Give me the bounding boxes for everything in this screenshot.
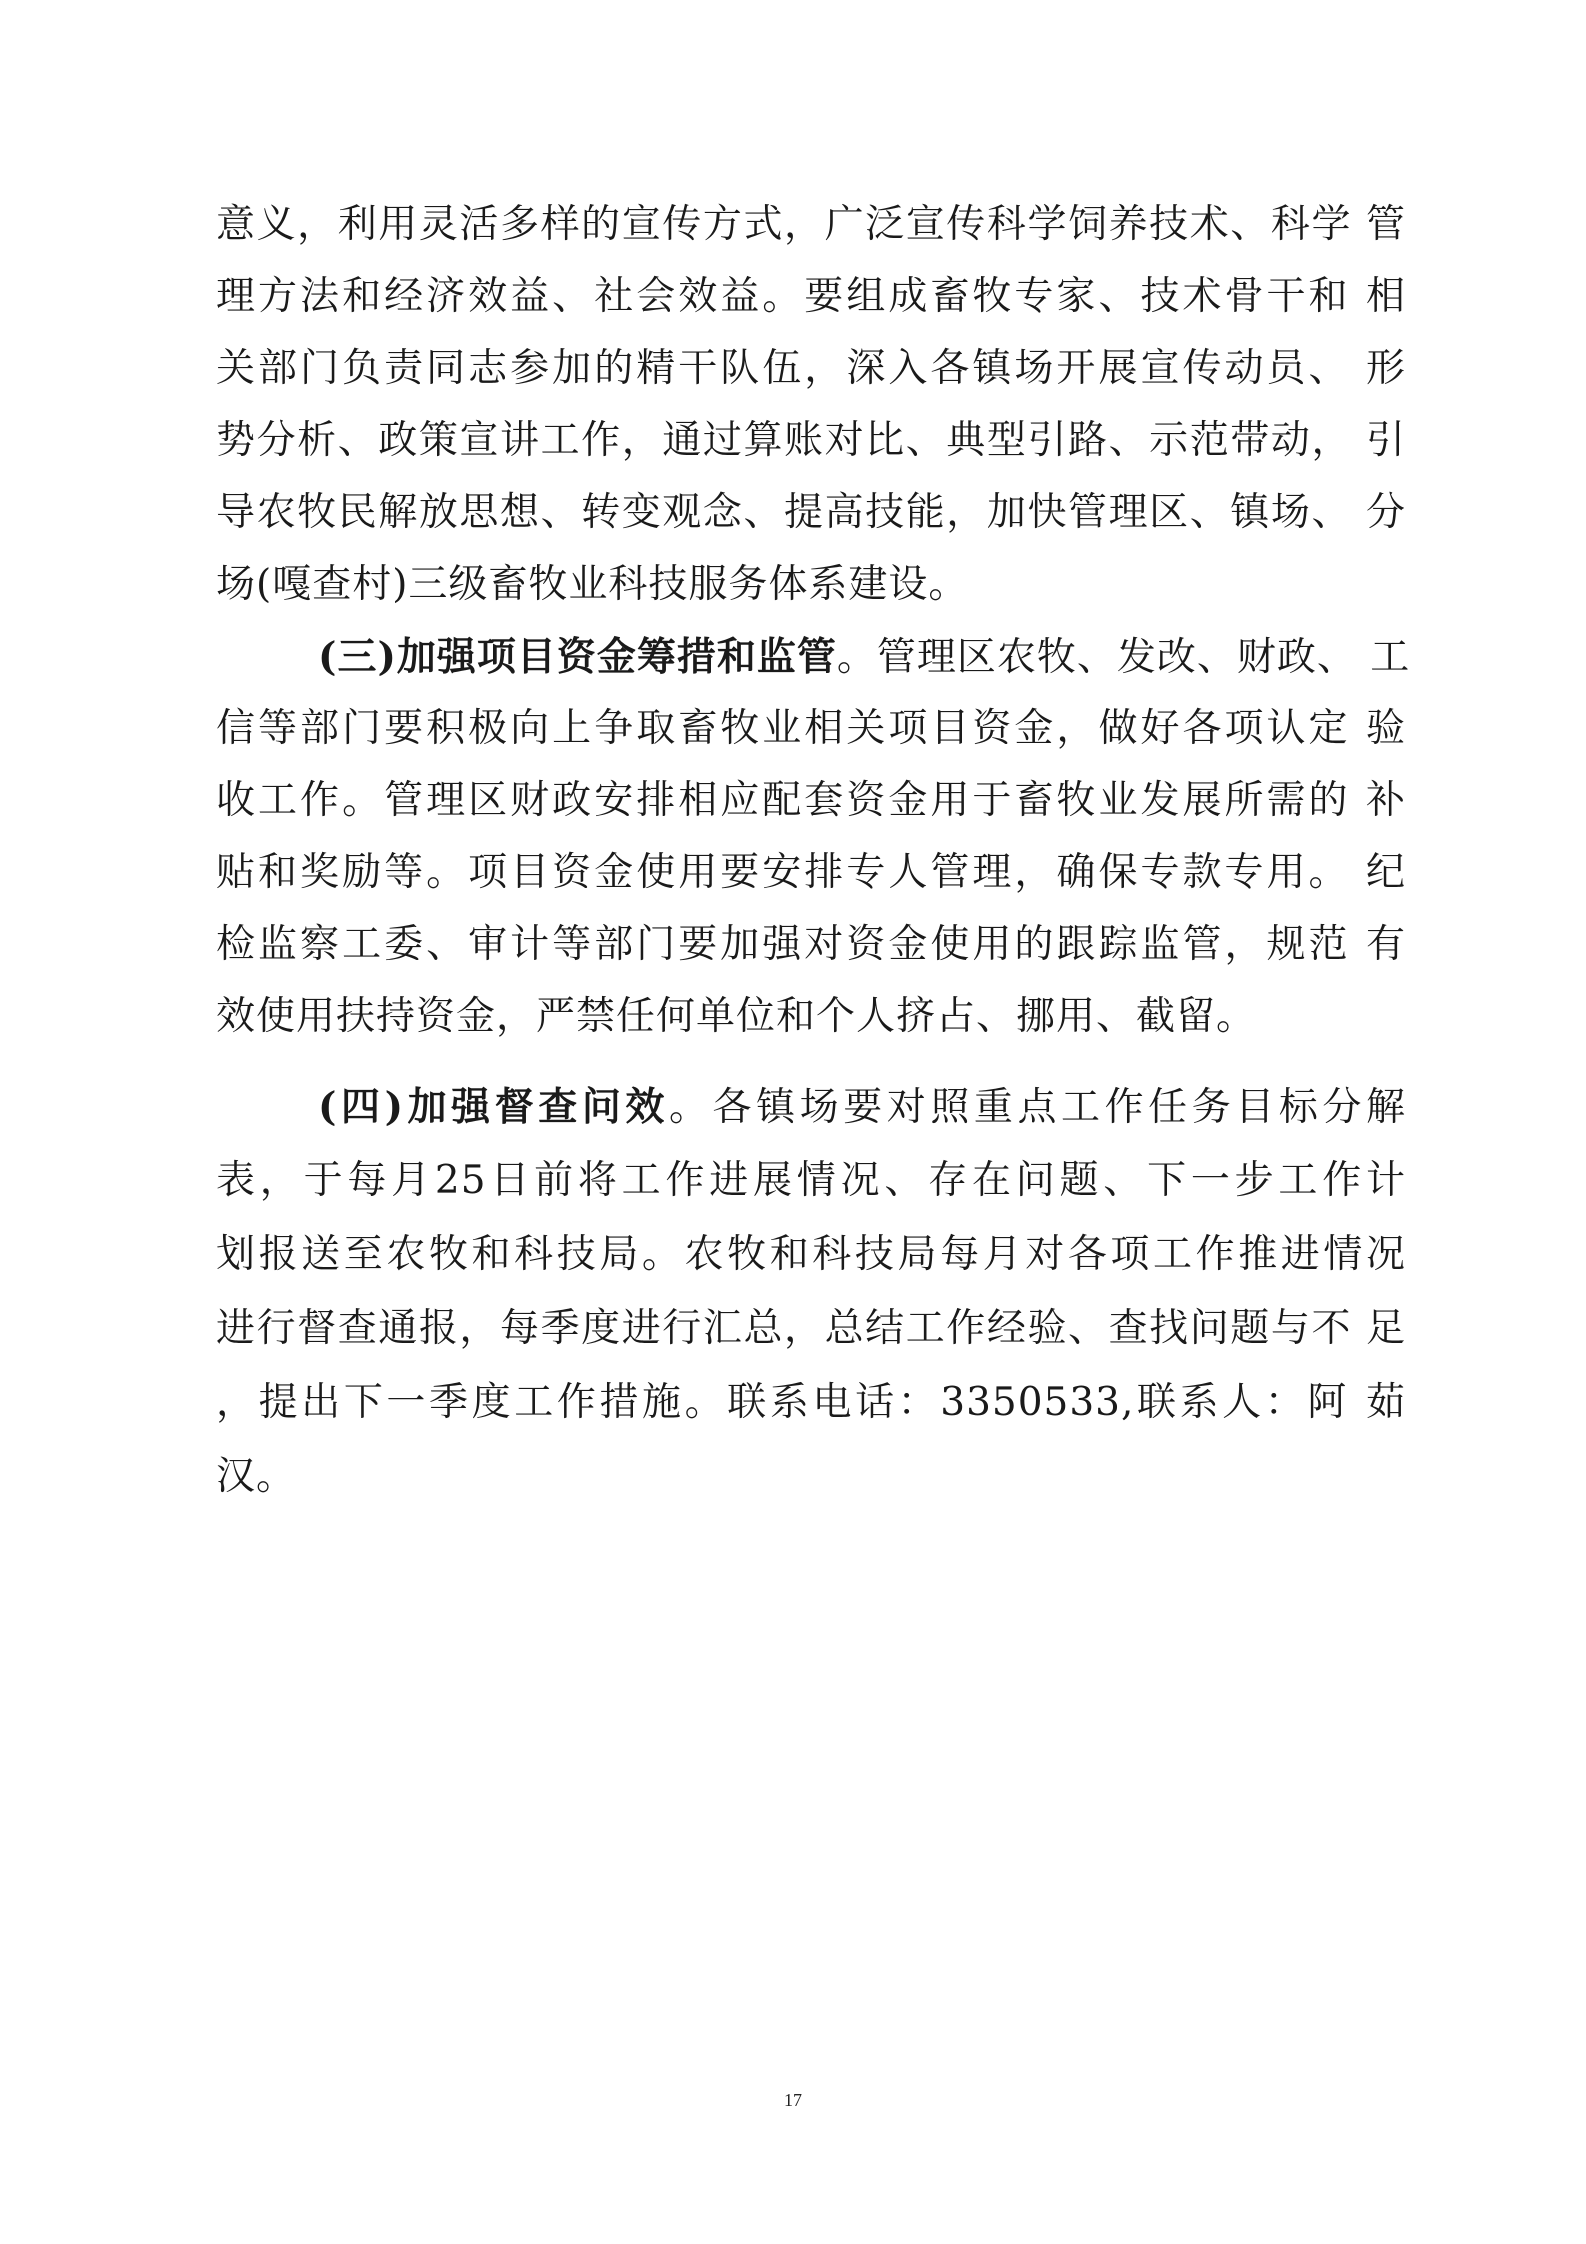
paragraph-3-line-3: 划报送至农牧和科技局。农牧和科技局每月对各项工作推进情况 xyxy=(216,1232,1406,1277)
paragraph-2-line-4: 贴和奖励等。项目资金使用要安排专人管理，确保专款专用。 纪 xyxy=(216,850,1406,895)
paragraph-3-line-5: ，提出下一季度工作措施。联系电话：3350533,联系人：阿 茹 xyxy=(216,1380,1406,1425)
paragraph-3-first-line-text: 。各镇场要对照重点工作任务目标分解 xyxy=(668,1085,1406,1130)
paragraph-2-first-line xyxy=(318,622,1411,692)
paragraph-1-line-1: 意义，利用灵活多样的宣传方式，广泛宣传科学饲养技术、科学 管 xyxy=(216,202,1406,247)
paragraph-1-line-5: 导农牧民解放思想、转变观念、提高技能，加快管理区、镇场、 分 xyxy=(216,490,1406,535)
paragraph-3-line-4: 进行督查通报，每季度进行汇总，总结工作经验、查找问题与不 足 xyxy=(216,1306,1406,1351)
paragraph-2-line-6: 效使用扶持资金，严禁任何单位和个人挤占、挪用、截留。 xyxy=(216,994,1257,1039)
paragraph-1-line-3: 关部门负责同志参加的精干队伍，深入各镇场开展宣传动员、 形 xyxy=(216,346,1406,391)
paragraph-3-first-line xyxy=(318,1072,1406,1142)
paragraph-2-first-line-text: 。管理区农牧、发改、财政、 工 xyxy=(836,635,1411,680)
paragraph-2-line-3: 收工作。管理区财政安排相应配套资金用于畜牧业发展所需的 补 xyxy=(216,778,1406,823)
section-heading-3: (三)加强项目资金筹措和监管 xyxy=(318,634,837,680)
paragraph-3-line-6: 汉。 xyxy=(216,1454,297,1499)
paragraph-1-line-2: 理方法和经济效益、社会效益。要组成畜牧专家、技术骨干和 相 xyxy=(216,274,1406,319)
section-heading-4: (四)加强督查问效 xyxy=(318,1084,669,1130)
paragraph-3-line-2: 表，于每月25日前将工作进展情况、存在问题、下一步工作计 xyxy=(216,1158,1406,1203)
paragraph-1-line-4: 势分析、政策宣讲工作，通过算账对比、典型引路、示范带动， 引 xyxy=(216,418,1406,463)
paragraph-2-line-5: 检监察工委、审计等部门要加强对资金使用的跟踪监管，规范 有 xyxy=(216,922,1406,967)
page-number: 17 xyxy=(784,2090,802,2110)
paragraph-2-line-2: 信等部门要积极向上争取畜牧业相关项目资金，做好各项认定 验 xyxy=(216,706,1406,751)
paragraph-1-line-6: 场(嘎查村)三级畜牧业科技服务体系建设。 xyxy=(216,562,969,607)
